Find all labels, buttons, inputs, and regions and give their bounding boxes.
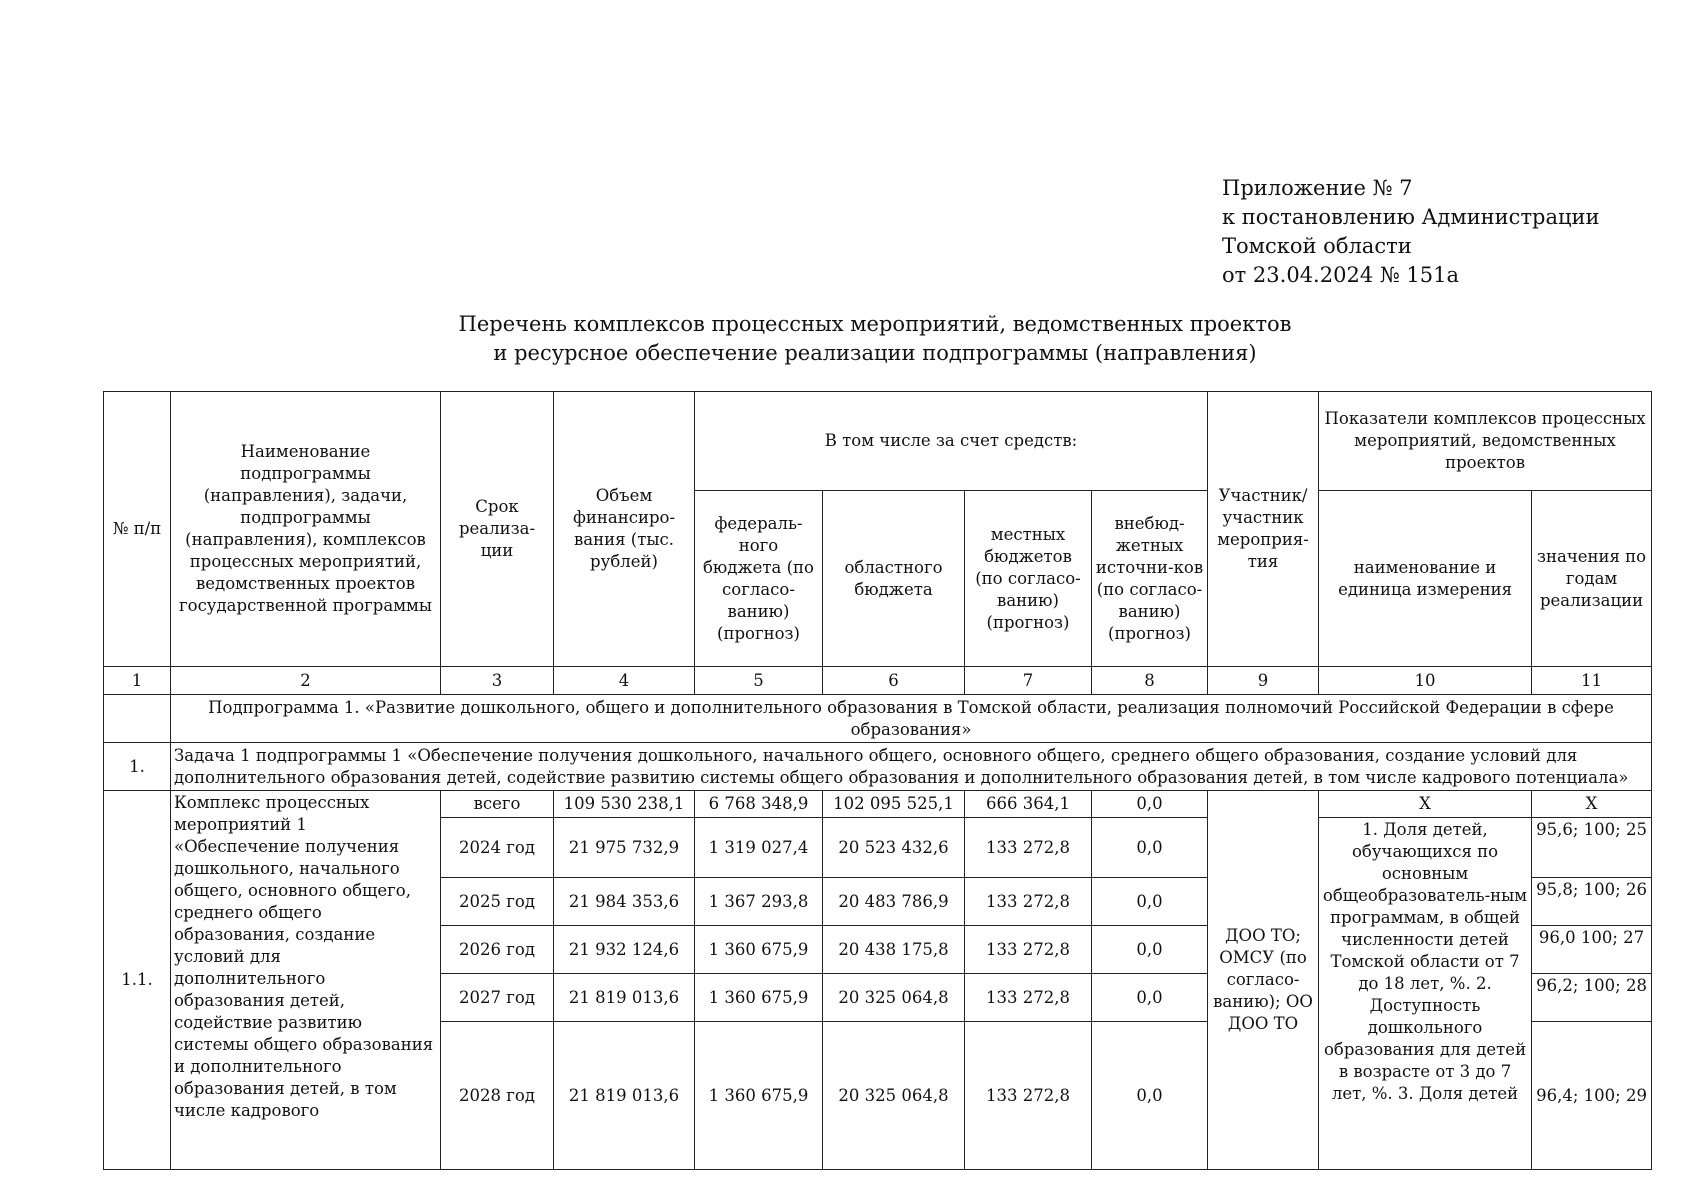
header-ind-name: наименование и единица измерения	[1319, 491, 1532, 667]
indicator-text: 1. Доля детей, обучающихся по основным общеобразователь-ным программам, в общей численности детей Томской области от 7 до 18 лет, %. 2. Доступность дошкольного образования для детей в возрасте от 3 до 7 лет, %. 3. Доля детей	[1319, 818, 1532, 1170]
col-number: 7	[965, 667, 1092, 695]
complex-total-row	[104, 791, 1652, 818]
header-participant: Участник/ участник мероприя-тия	[1208, 392, 1319, 667]
total-federal: 6 768 348,9	[695, 791, 823, 818]
appendix-line-3: Томской области	[1222, 234, 1412, 258]
col-number: 5	[695, 667, 823, 695]
year-term: 2027 год	[441, 974, 554, 1022]
year-volume: 21 984 353,6	[554, 878, 695, 926]
year-regional: 20 325 064,8	[823, 1022, 965, 1170]
year-volume: 21 819 013,6	[554, 974, 695, 1022]
year-regional: 20 325 064,8	[823, 974, 965, 1022]
year-term: 2024 год	[441, 818, 554, 878]
year-values: 95,6; 100; 25	[1532, 818, 1652, 878]
appendix-block	[1222, 174, 1600, 290]
header-row-1	[104, 392, 1652, 491]
task-row	[104, 743, 1652, 791]
header-ind-values: значения по годам реализации	[1532, 491, 1652, 667]
total-ind-name: Х	[1319, 791, 1532, 818]
year-regional: 20 523 432,6	[823, 818, 965, 878]
program-table	[103, 391, 1652, 1170]
task-num: 1.	[104, 743, 171, 791]
total-local: 666 364,1	[965, 791, 1092, 818]
year-regional: 20 483 786,9	[823, 878, 965, 926]
complex-participant: ДОО ТО; ОМСУ (по согласо-ванию); ОО ДОО ТО	[1208, 791, 1319, 1170]
year-volume: 21 975 732,9	[554, 818, 695, 878]
title-line-1: Перечень комплексов процессных мероприятий, ведомственных проектов	[458, 312, 1292, 336]
year-offbudget: 0,0	[1092, 818, 1208, 878]
header-name: Наименование подпрограммы (направления), задачи, подпрограммы (направления), комплексов процессных мероприятий, ведомственных проектов государственной программы	[171, 392, 441, 667]
header-including: В том числе за счет средств:	[695, 392, 1208, 491]
appendix-line-1: Приложение № 7	[1222, 176, 1413, 200]
col-number: 8	[1092, 667, 1208, 695]
complex-name: Комплекс процессных мероприятий 1 «Обеспечение получения дошкольного, начального общего, основного общего, среднего общего образования, создание условий для дополнительного образования детей, содействие развитию системы общего образования и дополнительного образования детей, в том числе кадрового	[171, 791, 441, 1170]
col-number: 6	[823, 667, 965, 695]
year-volume: 21 819 013,6	[554, 1022, 695, 1170]
year-local: 133 272,8	[965, 818, 1092, 878]
year-federal: 1 319 027,4	[695, 818, 823, 878]
col-number: 1	[104, 667, 171, 695]
year-federal: 1 360 675,9	[695, 1022, 823, 1170]
year-offbudget: 0,0	[1092, 974, 1208, 1022]
year-term: 2028 год	[441, 1022, 554, 1170]
header-federal: федераль-ного бюджета (по согласо-ванию) (прогноз)	[695, 491, 823, 667]
col-number: 3	[441, 667, 554, 695]
total-regional: 102 095 525,1	[823, 791, 965, 818]
header-num: № п/п	[104, 392, 171, 667]
total-ind-values: Х	[1532, 791, 1652, 818]
title-line-2: и ресурсное обеспечение реализации подпрограммы (направления)	[493, 341, 1257, 365]
year-federal: 1 367 293,8	[695, 878, 823, 926]
header-indicators: Показатели комплексов процессных мероприятий, ведомственных проектов	[1319, 392, 1652, 491]
subprogram-title: Подпрограмма 1. «Развитие дошкольного, общего и дополнительного образования в Томской области, реализация полномочий Российской Федерации в сфере образования»	[171, 695, 1652, 743]
year-values: 96,0 100; 27	[1532, 926, 1652, 974]
year-offbudget: 0,0	[1092, 1022, 1208, 1170]
header-term: Срок реализа-ции	[441, 392, 554, 667]
year-local: 133 272,8	[965, 926, 1092, 974]
year-values: 96,4; 100; 29	[1532, 1022, 1652, 1170]
year-local: 133 272,8	[965, 1022, 1092, 1170]
year-local: 133 272,8	[965, 974, 1092, 1022]
task-title: Задача 1 подпрограммы 1 «Обеспечение получения дошкольного, начального общего, основного общего, среднего общего образования, создание условий для дополнительного образования детей, содействие развитию системы общего образования и дополнительного образования детей, в том числе кадрового потенциала»	[171, 743, 1652, 791]
document-title	[0, 310, 1698, 368]
year-local: 133 272,8	[965, 878, 1092, 926]
complex-num: 1.1.	[104, 791, 171, 1170]
header-volume: Объем финансиро-вания (тыс. рублей)	[554, 392, 695, 667]
year-term: 2025 год	[441, 878, 554, 926]
subprogram-row	[104, 695, 1652, 743]
year-values: 95,8; 100; 26	[1532, 878, 1652, 926]
col-number: 2	[171, 667, 441, 695]
appendix-line-4: от 23.04.2024 № 151а	[1222, 263, 1459, 287]
col-number: 10	[1319, 667, 1532, 695]
year-offbudget: 0,0	[1092, 878, 1208, 926]
col-number: 11	[1532, 667, 1652, 695]
year-term: 2026 год	[441, 926, 554, 974]
year-regional: 20 438 175,8	[823, 926, 965, 974]
year-offbudget: 0,0	[1092, 926, 1208, 974]
total-offbudget: 0,0	[1092, 791, 1208, 818]
year-federal: 1 360 675,9	[695, 974, 823, 1022]
total-volume: 109 530 238,1	[554, 791, 695, 818]
year-federal: 1 360 675,9	[695, 926, 823, 974]
col-number: 9	[1208, 667, 1319, 695]
col-number: 4	[554, 667, 695, 695]
header-offbudget: внебюд-жетных источни-ков (по согласо-ванию) (прогноз)	[1092, 491, 1208, 667]
year-values: 96,2; 100; 28	[1532, 974, 1652, 1022]
header-local: местных бюджетов (по согласо-ванию) (прогноз)	[965, 491, 1092, 667]
total-term: всего	[441, 791, 554, 818]
subprogram-num-cell	[104, 695, 171, 743]
column-numbers-row	[104, 667, 1652, 695]
header-regional: областного бюджета	[823, 491, 965, 667]
appendix-line-2: к постановлению Администрации	[1222, 205, 1600, 229]
year-volume: 21 932 124,6	[554, 926, 695, 974]
